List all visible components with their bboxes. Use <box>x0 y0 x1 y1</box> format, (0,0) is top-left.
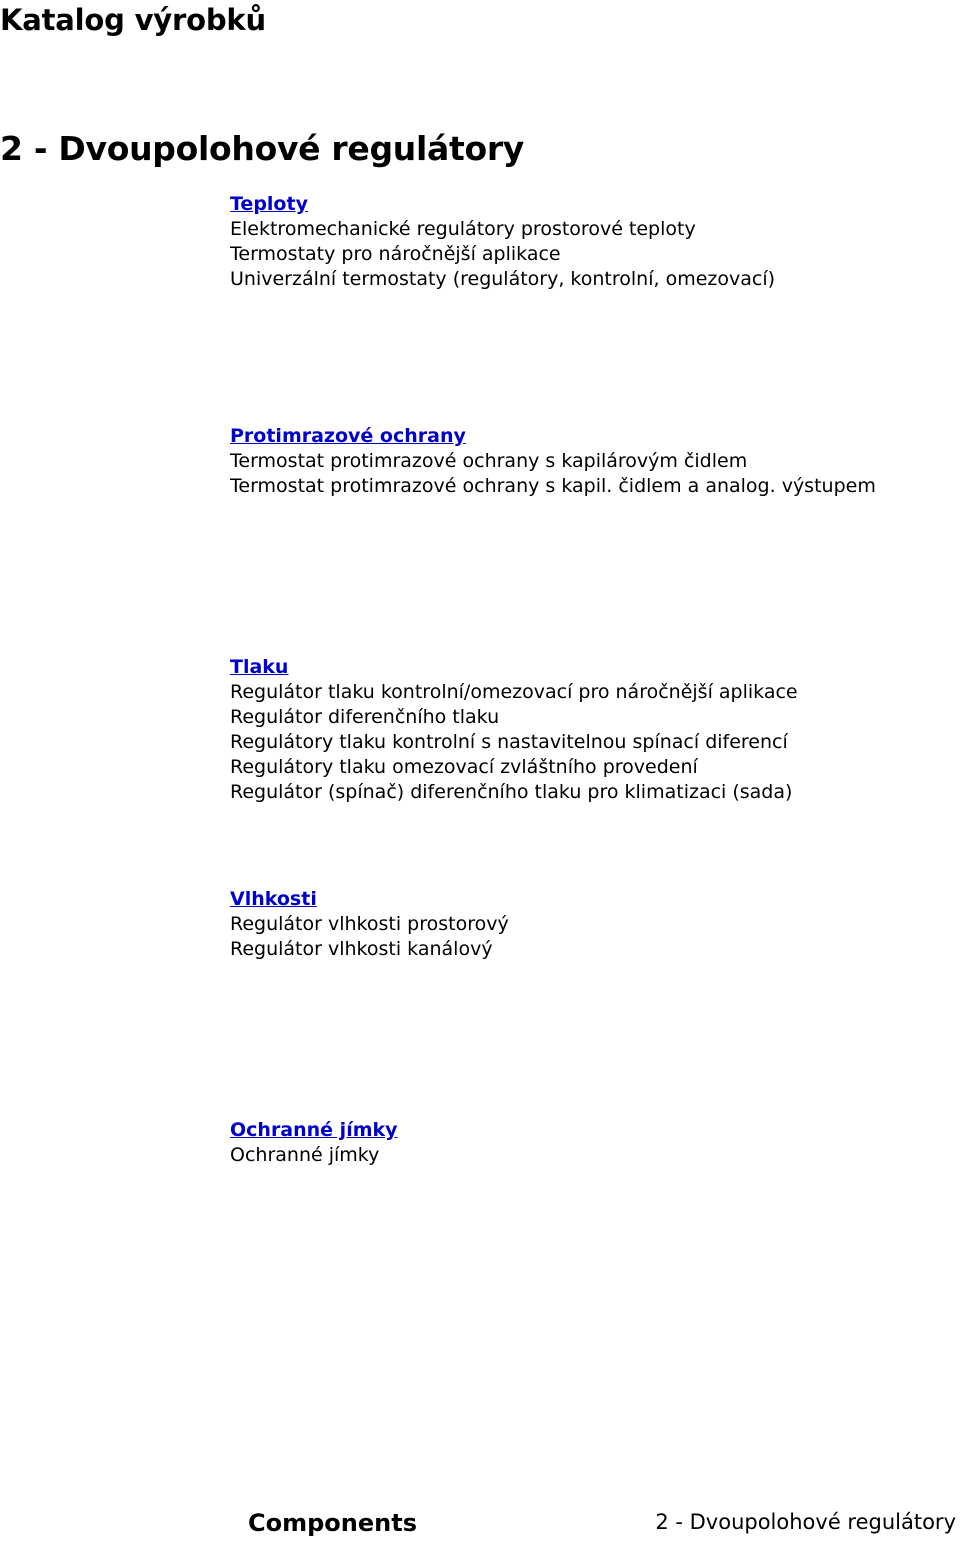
list-item: Regulátor vlhkosti prostorový <box>230 913 509 935</box>
list-item: Regulátor tlaku kontrolní/omezovací pro náročnější aplikace <box>230 681 798 703</box>
list-item: Univerzální termostaty (regulátory, kontrolní, omezovací) <box>230 268 776 290</box>
section-link-protimrazove-ochrany[interactable]: Protimrazové ochrany <box>230 425 466 447</box>
section-link-vlhkosti[interactable]: Vlhkosti <box>230 888 317 910</box>
list-item: Regulátor (spínač) diferenčního tlaku pro klimatizaci (sada) <box>230 781 793 803</box>
section-link-ochranne-jimky[interactable]: Ochranné jímky <box>230 1119 398 1141</box>
list-item: Ochranné jímky <box>230 1144 380 1166</box>
footer-components-label: Components <box>248 1509 417 1537</box>
list-item: Termostaty pro náročnější aplikace <box>230 243 561 265</box>
list-item: Regulátory tlaku omezovací zvláštního provedení <box>230 756 698 778</box>
section-vlhkosti <box>230 887 950 962</box>
list-item: Regulátory tlaku kontrolní s nastavitelnou spínací diferencí <box>230 731 788 753</box>
list-item: Regulátor vlhkosti kanálový <box>230 938 493 960</box>
section-teploty <box>230 192 950 292</box>
page-title: Katalog výrobků <box>0 3 266 37</box>
section-protimrazove-ochrany <box>230 424 950 499</box>
section-ochranne-jimky <box>230 1118 950 1168</box>
footer-chapter-label: 2 - Dvoupolohové regulátory <box>655 1510 956 1534</box>
list-item: Elektromechanické regulátory prostorové teploty <box>230 218 696 240</box>
list-item: Termostat protimrazové ochrany s kapil. čidlem a analog. výstupem <box>230 475 876 497</box>
list-item: Regulátor diferenčního tlaku <box>230 706 500 728</box>
list-item: Termostat protimrazové ochrany s kapilárovým čidlem <box>230 450 748 472</box>
section-link-tlaku[interactable]: Tlaku <box>230 656 289 678</box>
section-link-teploty[interactable]: Teploty <box>230 193 308 215</box>
section-tlaku <box>230 655 950 805</box>
chapter-title: 2 - Dvoupolohové regulátory <box>0 129 525 168</box>
